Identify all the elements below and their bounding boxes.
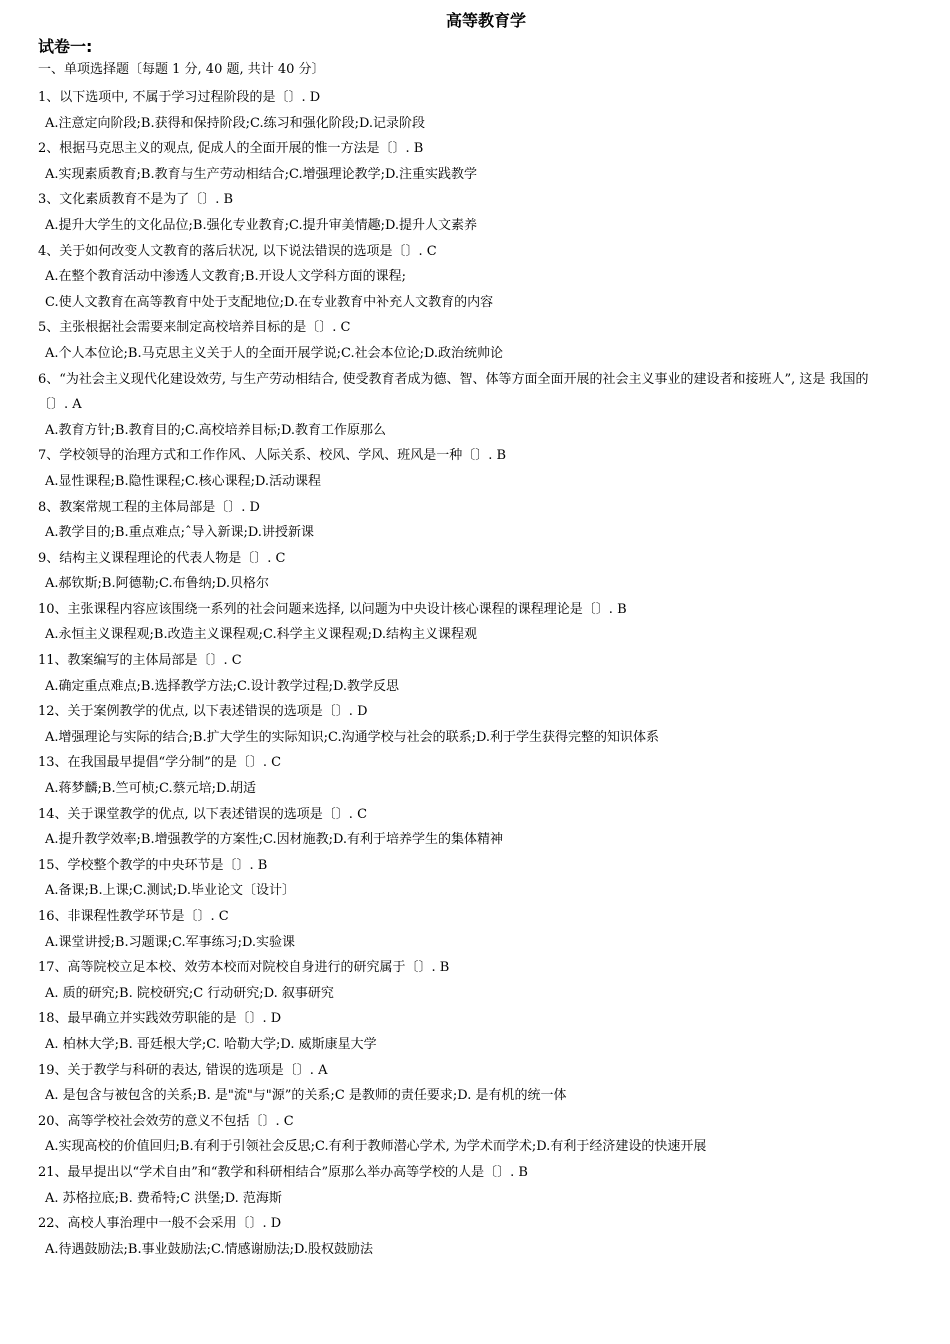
question-options: A.教育方针;B.教育目的;C.高校培养目标;D.教育工作原那么 bbox=[45, 422, 387, 438]
question-options: A.蒋梦麟;B.竺可桢;C.蔡元培;D.胡适 bbox=[45, 781, 257, 797]
question-options: A.个人本位论;B.马克思主义关于人的全面开展学说;C.社会本位论;D.政治统帅论 bbox=[45, 345, 504, 361]
question-text: 〔〕. A bbox=[38, 397, 82, 413]
question-options: A.实现高校的价值回归;B.有利于引领社会反思;C.有利于教师潜心学术, 为学术而学术;D.有利于经济建设的快速开展 bbox=[45, 1139, 707, 1155]
question-text: 11、教案编写的主体局部是〔〕. C bbox=[38, 653, 242, 669]
question-item bbox=[38, 546, 938, 597]
question-options: A. 苏格拉底;B. 费希特;C 洪堡;D. 范海斯 bbox=[45, 1190, 282, 1206]
question-item bbox=[38, 597, 938, 648]
question-item bbox=[38, 443, 938, 494]
question-options: A.确定重点难点;B.选择教学方法;C.设计教学过程;D.教学反思 bbox=[45, 678, 400, 694]
question-text: 13、在我国最早提倡“学分制”的是〔〕. C bbox=[38, 755, 282, 771]
question-item bbox=[38, 1109, 938, 1160]
question-text: 8、教案常规工程的主体局部是〔〕. D bbox=[38, 499, 260, 515]
question-text: 18、最早确立并实践效劳职能的是〔〕. D bbox=[38, 1011, 282, 1027]
question-item bbox=[38, 750, 938, 801]
question-options: A.备课;B.上课;C.测试;D.毕业论文〔设计〕 bbox=[45, 883, 296, 899]
question-item bbox=[38, 1160, 938, 1211]
question-text: 10、主张课程内容应该围绕一系列的社会问题来选择, 以问题为中央设计核心课程的课程理论是〔〕. B bbox=[38, 601, 627, 617]
question-options: A.增强理论与实际的结合;B.扩大学生的实际知识;C.沟通学校与社会的联系;D.利于学生获得完整的知识体系 bbox=[45, 729, 660, 745]
question-item bbox=[38, 955, 938, 1006]
question-options: A.提升大学生的文化品位;B.强化专业教育;C.提升审美情趣;D.提升人文素养 bbox=[45, 217, 478, 233]
question-options: A.郝钦斯;B.阿德勒;C.布鲁纳;D.贝格尔 bbox=[45, 576, 270, 592]
question-item bbox=[38, 853, 938, 904]
question-options: A.显性课程;B.隐性课程;C.核心课程;D.活动课程 bbox=[45, 473, 322, 489]
question-text: 6、“为社会主义现代化建设效劳, 与生产劳动相结合, 使受教育者成为德、智、体等方面全面开展的社会主义事业的建设者和接班人”, 这是 我国的 bbox=[38, 371, 869, 387]
question-text: 14、关于课堂教学的优点, 以下表述错误的选项是〔〕. C bbox=[38, 806, 368, 822]
question-text: 22、高校人事治理中一般不会采用〔〕. D bbox=[38, 1216, 282, 1232]
question-item bbox=[38, 239, 938, 316]
question-text: 16、非课程性教学环节是〔〕. C bbox=[38, 909, 229, 924]
question-item bbox=[38, 1058, 938, 1109]
question-text: 12、关于案例教学的优点, 以下表述错误的选项是〔〕. D bbox=[38, 704, 368, 720]
question-options: C.使人文教育在高等教育中处于支配地位;D.在专业教育中补充人文教育的内容 bbox=[45, 294, 494, 310]
question-text: 15、学校整个教学的中央环节是〔〕. B bbox=[38, 857, 268, 873]
question-options: A.教学目的;B.重点难点;ˆ导入新课;D.讲授新课 bbox=[45, 525, 314, 541]
question-item bbox=[38, 699, 938, 750]
question-text: 9、结构主义课程理论的代表人物是〔〕. C bbox=[38, 550, 286, 566]
question-list bbox=[38, 85, 938, 1262]
question-options: A.在整个教育活动中渗透人文教育;B.开设人文学科方面的课程; bbox=[45, 269, 406, 285]
question-item bbox=[38, 904, 938, 955]
question-item bbox=[38, 1211, 938, 1262]
question-options: A. 柏林大学;B. 哥廷根大学;C. 哈勒大学;D. 威斯康星大学 bbox=[45, 1036, 377, 1052]
question-item bbox=[38, 315, 938, 366]
question-text: 21、最早提出以“学术自由”和“教学和科研相结合”原那么举办高等学校的人是〔〕. B bbox=[38, 1164, 528, 1180]
question-text: 2、根据马克思主义的观点, 促成人的全面开展的惟一方法是〔〕. B bbox=[38, 141, 424, 157]
question-options: A.课堂讲授;B.习题课;C.军事练习;D.实验课 bbox=[45, 934, 296, 950]
question-options: A. 质的研究;B. 院校研究;C 行动研究;D. 叙事研究 bbox=[45, 985, 334, 1001]
question-options: A.提升教学效率;B.增强教学的方案性;C.因材施教;D.有利于培养学生的集体精神 bbox=[45, 832, 504, 848]
question-item bbox=[38, 495, 938, 546]
paper-title: 试卷一: bbox=[38, 37, 93, 56]
question-item bbox=[38, 136, 938, 187]
question-options: A.实现素质教育;B.教育与生产劳动相结合;C.增强理论教学;D.注重实践教学 bbox=[45, 166, 478, 182]
question-text: 7、学校领导的治理方式和工作作风、人际关系、校风、学风、班风是一种〔〕. B bbox=[38, 448, 507, 464]
document-title: 高等教育学 bbox=[445, 11, 526, 30]
question-item bbox=[38, 187, 938, 238]
question-item bbox=[38, 1006, 938, 1057]
question-item bbox=[38, 648, 938, 699]
section-title: 一、单项选择题〔每题 1 分, 40 题, 共计 40 分〕 bbox=[38, 62, 325, 77]
question-text: 17、高等院校立足本校、效劳本校而对院校自身进行的研究属于〔〕. B bbox=[38, 960, 450, 976]
question-text: 19、关于教学与科研的表达, 错误的选项是〔〕. A bbox=[38, 1062, 328, 1078]
question-text: 20、高等学校社会效劳的意义不包括〔〕. C bbox=[38, 1113, 294, 1129]
question-options: A.注意定向阶段;B.获得和保持阶段;C.练习和强化阶段;D.记录阶段 bbox=[45, 115, 426, 131]
question-item bbox=[38, 367, 938, 444]
question-item bbox=[38, 802, 938, 853]
question-text: 5、主张根据社会需要来制定高校培养目标的是〔〕. C bbox=[38, 320, 351, 336]
question-text: 1、以下选项中, 不属于学习过程阶段的是〔〕. D bbox=[38, 90, 321, 105]
question-text: 4、关于如何改变人文教育的落后状况, 以下说法错误的选项是〔〕. C bbox=[38, 243, 437, 259]
question-options: A. 是包含与被包含的关系;B. 是"流"与"源”的关系;C 是教师的责任要求;D. 是有机的统一体 bbox=[45, 1088, 567, 1104]
question-item bbox=[38, 85, 938, 136]
question-options: A.待遇鼓励法;B.事业鼓励法;C.情感谢励法;D.股权鼓励法 bbox=[45, 1241, 374, 1257]
question-options: A.永恒主义课程观;B.改造主义课程观;C.科学主义课程观;D.结构主义课程观 bbox=[45, 627, 478, 643]
question-text: 3、文化素质教育不是为了〔〕. B bbox=[38, 192, 234, 208]
